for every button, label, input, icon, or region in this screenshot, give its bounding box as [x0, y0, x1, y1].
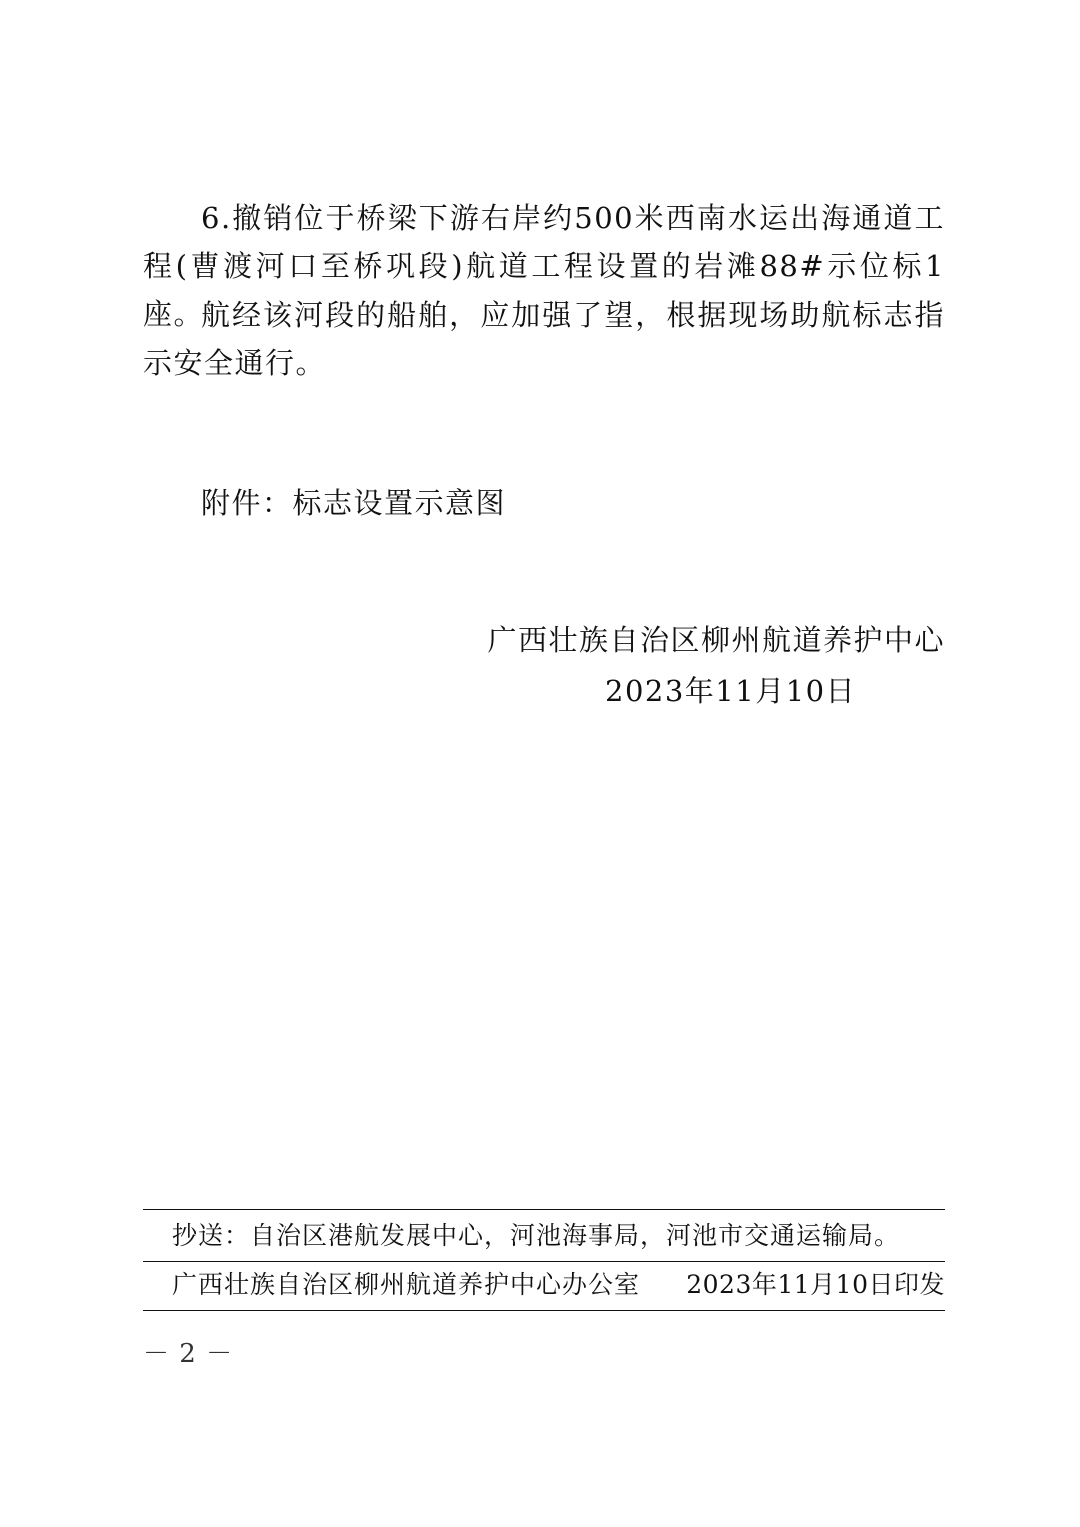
page-number: － 2 －: [143, 1339, 234, 1369]
paragraph-item-6: 6.撤销位于桥梁下游右岸约500米西南水运出海通道工程(曹渡河口至桥巩段)航道工程设置的岩滩88#示位标1座。: [143, 201, 945, 331]
cc-recipients: 抄送：自治区港航发展中心，河池海事局，河池市交通运输局。: [172, 1221, 901, 1250]
footer-middle-rule: [143, 1261, 945, 1262]
paragraph-navigation-notice: 航经该河段的船舶，应加强了望，根据现场助航标志指示安全通行。: [143, 298, 945, 380]
footer-bottom-rule: [143, 1310, 945, 1311]
issuer-name: 广西壮族自治区柳州航道养护中心: [487, 623, 945, 657]
print-office: 广西壮族自治区柳州航道养护中心办公室: [172, 1270, 641, 1299]
issue-date: 2023年11月10日: [605, 674, 857, 708]
footer-top-rule: [143, 1209, 945, 1210]
print-date: 2023年11月10日印发: [686, 1270, 945, 1299]
attachment-line: 附件：标志设置示意图: [201, 486, 507, 520]
